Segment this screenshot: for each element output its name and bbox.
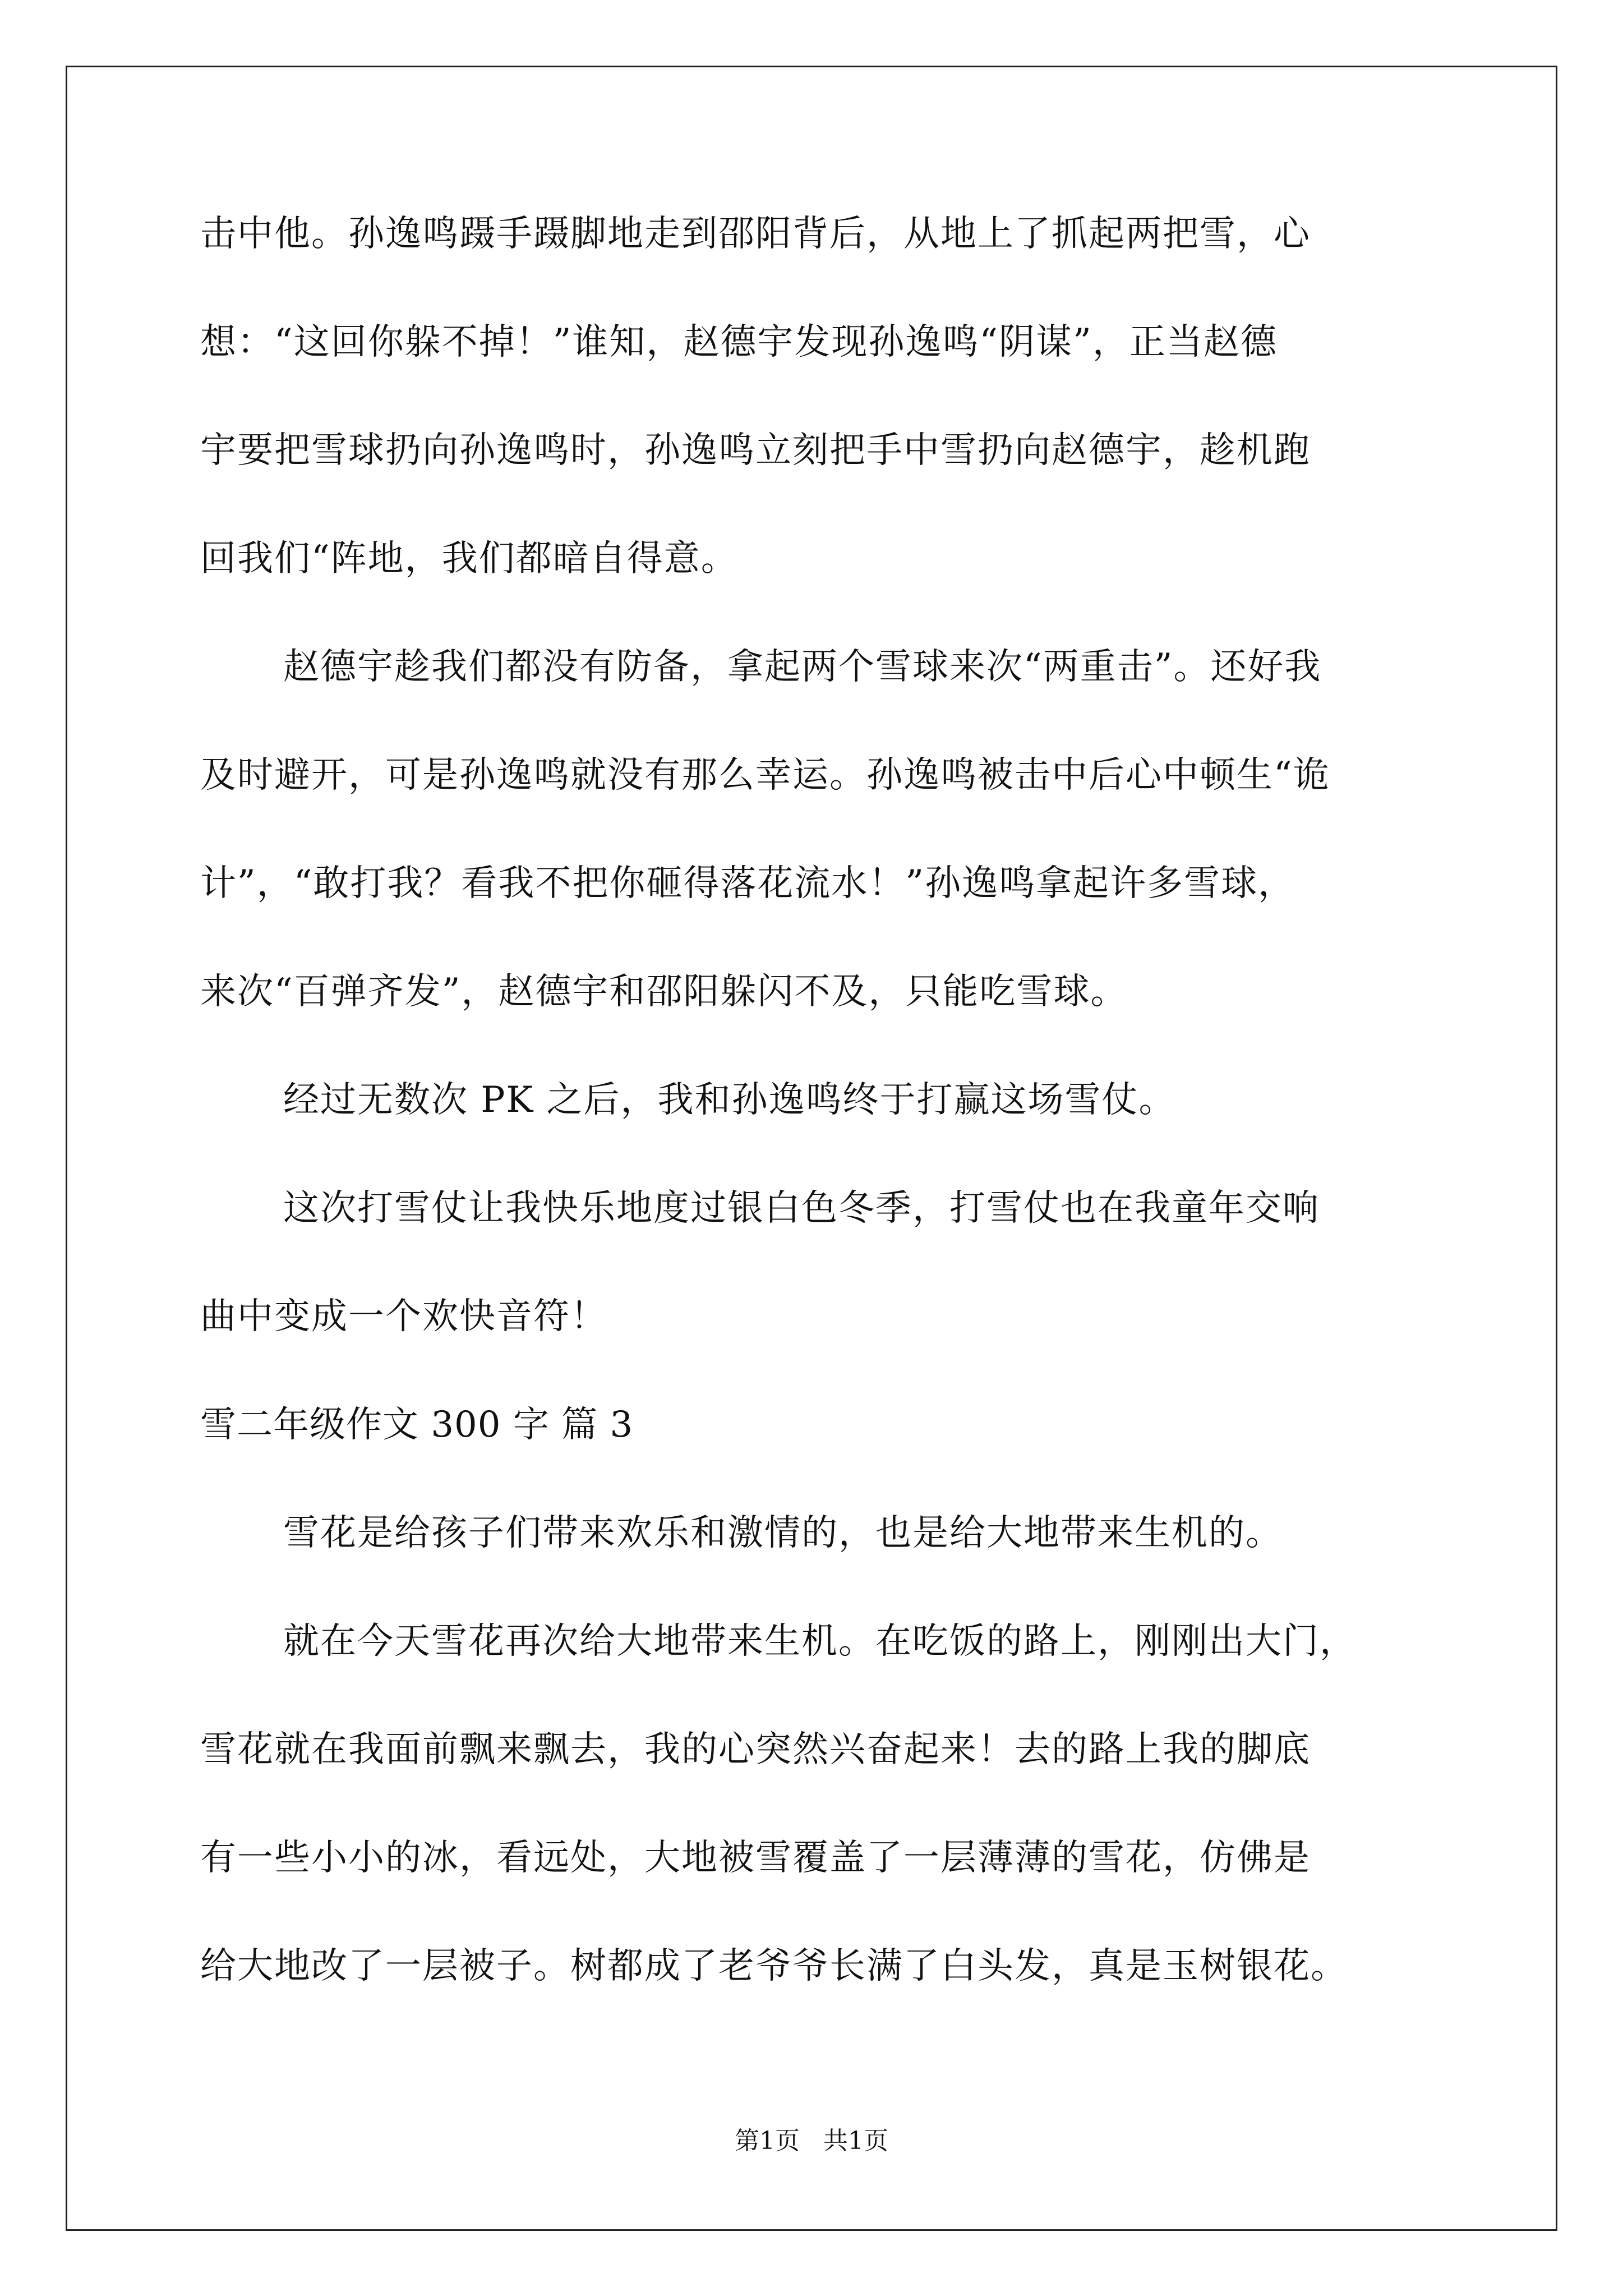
body-line: 计”，“敢打我？看我不把你砸得落花流水！”孙逸鸣拿起许多雪球， bbox=[200, 863, 1295, 904]
paragraph-first-line: 这次打雪仗让我快乐地度过银白色冬季，打雪仗也在我童年交响 bbox=[283, 1188, 1320, 1229]
body-line: 给大地改了一层被子。树都成了老爷爷长满了白头发，真是玉树银花。 bbox=[200, 1945, 1348, 1987]
section-heading: 雪二年级作文 300 字 篇 3 bbox=[200, 1404, 634, 1446]
paragraph-first-line: 就在今天雪花再次给大地带来生机。在吃饭的路上，刚刚出大门， bbox=[283, 1621, 1357, 1662]
body-line: 曲中变成一个欢快音符！ bbox=[200, 1296, 607, 1337]
body-line: 回我们“阵地，我们都暗自得意。 bbox=[200, 538, 738, 579]
paragraph-first-line: 赵德宇趁我们都没有防备，拿起两个雪球来次“两重击”。还好我 bbox=[283, 646, 1322, 688]
body-line: 有一些小小的冰，看远处，大地被雪覆盖了一层薄薄的雪花，仿佛是 bbox=[200, 1837, 1311, 1879]
body-line: 雪花就在我面前飘来飘去，我的心突然兴奋起来！去的路上我的脚底 bbox=[200, 1729, 1311, 1770]
body-line: 想：“这回你躲不掉！”谁知，赵德宇发现孙逸鸣“阴谋”，正当赵德 bbox=[200, 321, 1278, 363]
body-line: 击中他。孙逸鸣蹑手蹑脚地走到邵阳背后，从地上了抓起两把雪，心 bbox=[200, 213, 1311, 255]
body-line: 及时避开，可是孙逸鸣就没有那么幸运。孙逸鸣被击中后心中顿生“诡 bbox=[200, 754, 1330, 796]
page-footer: 第1页 共1页 bbox=[735, 2127, 888, 2155]
document-body bbox=[200, 213, 1462, 2056]
paragraph-first-line: 雪花是给孩子们带来欢乐和激情的，也是给大地带来生机的。 bbox=[283, 1512, 1283, 1554]
body-line: 宇要把雪球扔向孙逸鸣时，孙逸鸣立刻把手中雪扔向赵德宇，趁机跑 bbox=[200, 430, 1311, 471]
paragraph-first-line: 经过无数次 PK 之后，我和孙逸鸣终于打赢这场雪仗。 bbox=[283, 1079, 1176, 1121]
body-line: 来次“百弹齐发”，赵德宇和邵阳躲闪不及，只能吃雪球。 bbox=[200, 971, 1128, 1013]
